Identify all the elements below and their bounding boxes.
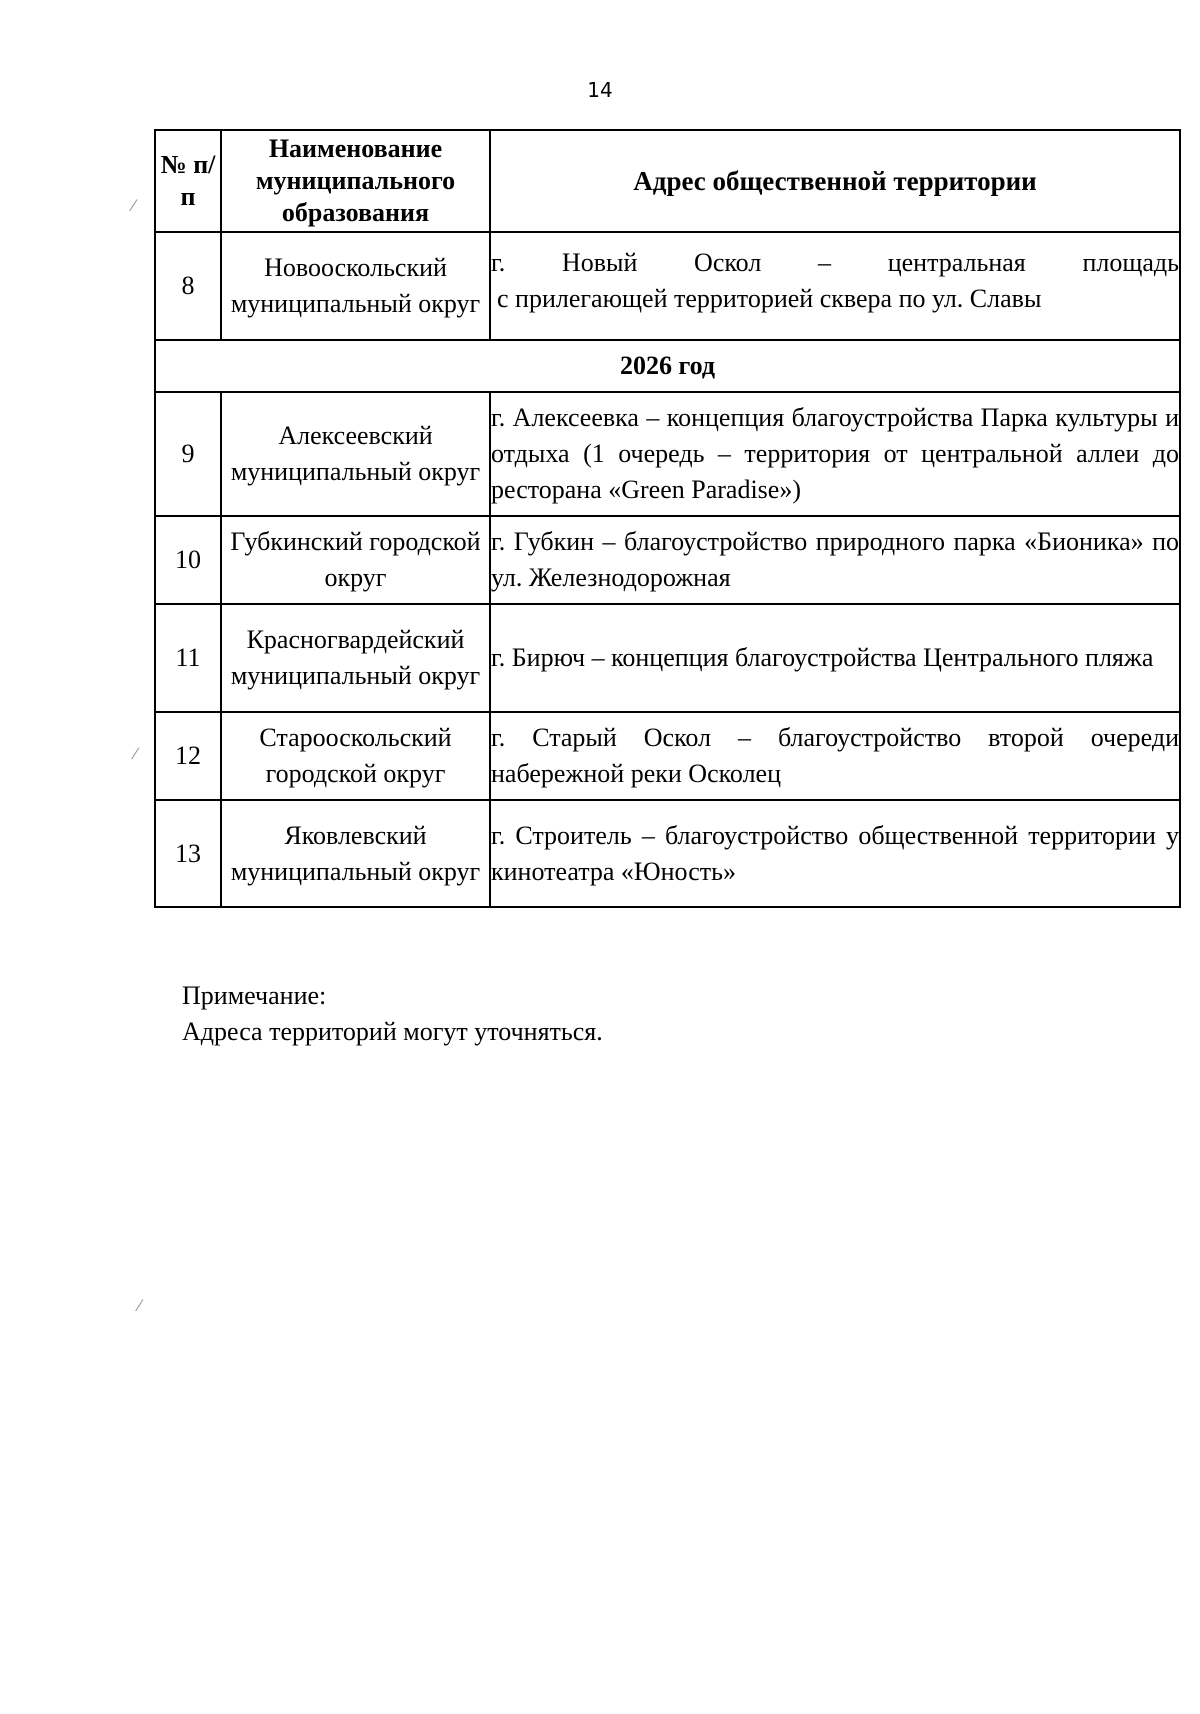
year-label: 2026 год: [155, 340, 1180, 392]
row-address: г. Алексеевка – концепция благоустройства Парка культуры и отдыха (1 очередь – территория от центральной аллеи до ресторана «Green Paradise»): [490, 392, 1180, 516]
table-row: [155, 800, 1180, 907]
table-row: [155, 392, 1180, 516]
scan-mark: ⁄: [134, 744, 137, 763]
header-num: № п/п: [155, 130, 221, 232]
row-address-line-2: с прилегающей территорией сквера по ул. Славы: [497, 284, 1042, 313]
row-num: 11: [155, 604, 221, 712]
scan-mark: ⁄: [132, 196, 135, 215]
note-block: [182, 978, 603, 1050]
row-address: [490, 232, 1180, 340]
row-address: г. Старый Оскол – благоустройство второй очереди набережной реки Осколец: [490, 712, 1180, 800]
table-row: [155, 604, 1180, 712]
row-municipality: Алексеевский муниципальный округ: [221, 392, 490, 516]
row-num: 12: [155, 712, 221, 800]
row-municipality: Губкинский городской округ: [221, 516, 490, 604]
row-municipality: Яковлевский муниципальный округ: [221, 800, 490, 907]
row-num: 13: [155, 800, 221, 907]
row-address-line-1: г. Новый Оскол – центральная площадь: [491, 248, 1179, 277]
row-address: г. Губкин – благоустройство природного парка «Бионика» по ул. Железнодорожная: [490, 516, 1180, 604]
note-text: Адреса территорий могут уточняться.: [182, 1017, 603, 1046]
table-row: [155, 712, 1180, 800]
territories-table: [154, 129, 1181, 908]
page-number: 14: [587, 78, 613, 102]
row-address: г. Бирюч – концепция благоустройства Центрального пляжа: [490, 604, 1180, 712]
note-title: Примечание:: [182, 981, 327, 1010]
header-address: Адрес общественной территории: [490, 130, 1180, 232]
table-row: [155, 232, 1180, 340]
year-row: [155, 340, 1180, 392]
row-num: 10: [155, 516, 221, 604]
table-header-row: [155, 130, 1180, 232]
row-municipality: Старооскольский городской округ: [221, 712, 490, 800]
row-municipality: Красногвардейский муниципальный округ: [221, 604, 490, 712]
row-address: г. Строитель – благоустройство общественной территории у кинотеатра «Юность»: [490, 800, 1180, 907]
row-municipality: Новооскольский муниципальный округ: [221, 232, 490, 340]
header-name: Наименование муниципального образования: [221, 130, 490, 232]
row-num: 8: [155, 232, 221, 340]
row-num: 9: [155, 392, 221, 516]
table-row: [155, 516, 1180, 604]
scan-mark: ⁄: [138, 1296, 141, 1315]
